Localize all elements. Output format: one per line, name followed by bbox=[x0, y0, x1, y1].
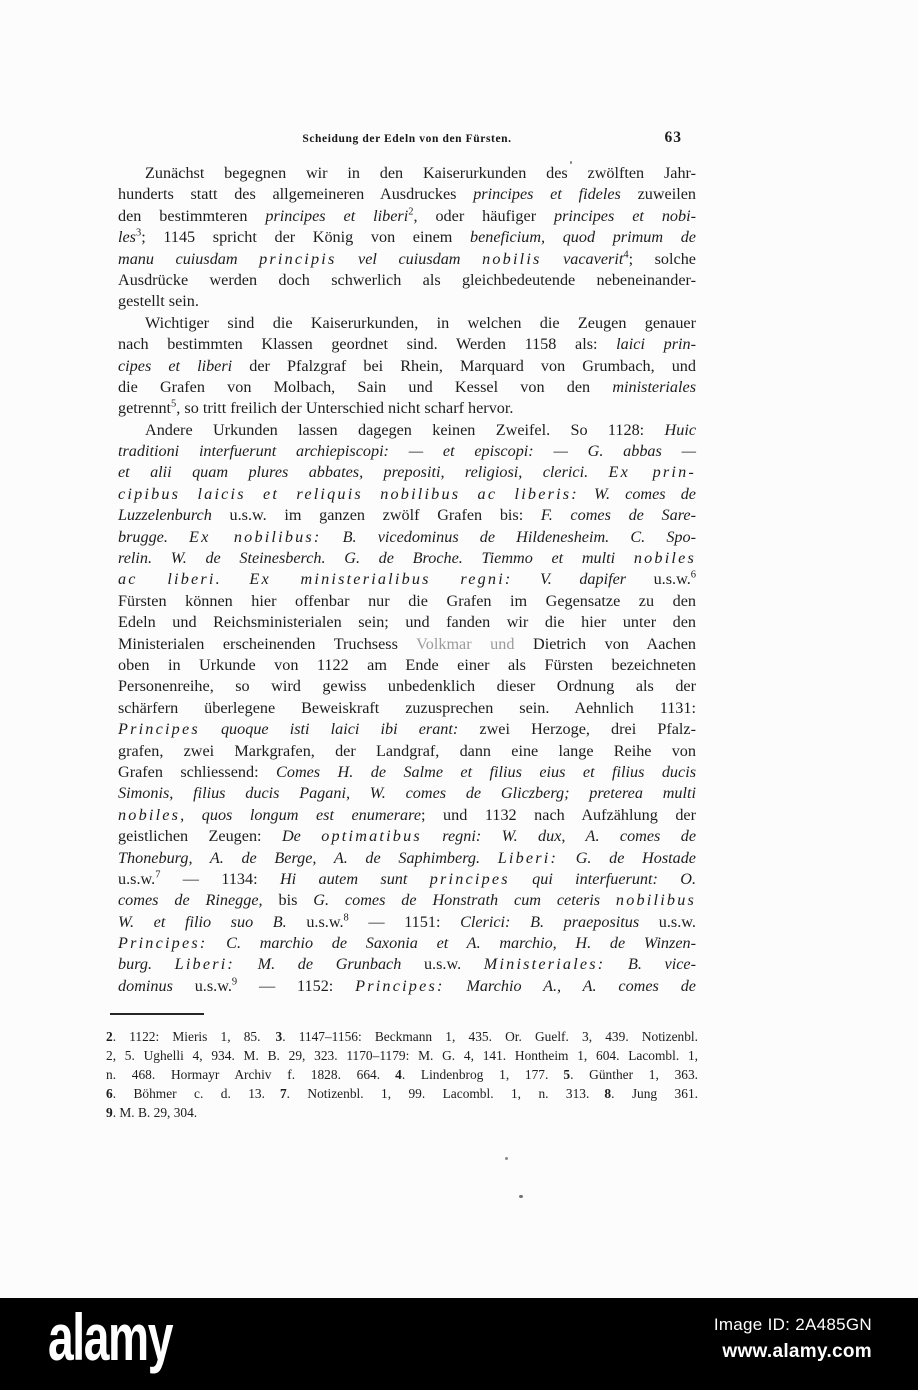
text-segment: B. vice- bbox=[605, 955, 697, 974]
text-segment: — 1151: bbox=[348, 912, 461, 931]
text-segment: Principes: bbox=[118, 934, 208, 953]
text-segment: qui interfuerunt: O. bbox=[509, 869, 696, 888]
text-segment: — 1134: bbox=[160, 869, 280, 888]
text-segment: Huic bbox=[664, 420, 696, 439]
text-line bbox=[118, 848, 696, 869]
text-segment: principes et nobi- bbox=[554, 206, 696, 225]
text-segment: Hi autem sunt bbox=[279, 869, 430, 888]
text-segment: den bestimmteren bbox=[118, 206, 266, 225]
footnote-divider bbox=[110, 1013, 204, 1015]
text-segment: vel cuiusdam bbox=[336, 249, 483, 268]
text-segment: burg. bbox=[118, 955, 175, 974]
text-segment: ac liberi. bbox=[118, 570, 222, 589]
text-segment: Fürsten können hier offenbar nur die Grafen im Gegensatze zu den bbox=[118, 591, 696, 610]
text-segment: Grafen schliessend: bbox=[118, 762, 277, 781]
text-segment: Zunächst begegnen wir in den Kaiserurkunden des zwölften Jahr- bbox=[145, 164, 696, 182]
text-segment: der Pfalzgraf bei Rhein, Marquard von Grumbach, und bbox=[232, 356, 696, 375]
text-segment: Wichtiger sind die Kaiserurkunden, in welchen die Zeugen genauer bbox=[145, 313, 696, 332]
text-line bbox=[118, 505, 696, 526]
text-segment: die Grafen von Molbach, Sain und Kessel von den bbox=[118, 377, 613, 396]
text-segment: V. dapifer bbox=[512, 570, 627, 589]
text-segment: , so tritt freilich der Unterschied nicht scharf hervor. bbox=[176, 399, 514, 418]
text-line bbox=[118, 762, 696, 783]
text-line bbox=[118, 698, 696, 719]
paragraph bbox=[118, 163, 696, 313]
text-segment: vacaverit bbox=[541, 249, 624, 268]
text-segment: 9 bbox=[106, 1105, 113, 1120]
text-line bbox=[118, 334, 696, 355]
text-segment: u.s.w. bbox=[286, 912, 344, 931]
text-segment: Dietrich von Aachen bbox=[514, 634, 696, 653]
text-line bbox=[118, 206, 696, 227]
text-segment: 2 bbox=[106, 1029, 113, 1044]
text-segment: regni: W. dux, A. comes de bbox=[421, 827, 697, 846]
text-segment: Simonis, filius ducis Pagani, W. comes de Gliczberg; preterea multi bbox=[118, 784, 696, 803]
text-segment: ; 1145 spricht der König von einem bbox=[141, 228, 470, 247]
text-segment: principis bbox=[259, 249, 337, 268]
text-line bbox=[118, 783, 696, 804]
watermark-bar bbox=[0, 1298, 918, 1390]
text-segment: Luzzelenburch bbox=[118, 506, 212, 525]
text-segment: Liberi: bbox=[174, 955, 236, 974]
text-segment: relin. W. de Steinesberch. G. de Broche. Tiemmo et multi bbox=[118, 549, 634, 568]
text-segment: 4 bbox=[395, 1067, 402, 1082]
text-segment: dominus bbox=[118, 976, 173, 995]
text-line bbox=[118, 719, 696, 740]
text-line bbox=[106, 1084, 698, 1103]
text-segment: . Notizenbl. 1, 99. Lacombl. 1, n. 313. bbox=[286, 1086, 590, 1101]
text-line bbox=[118, 933, 696, 954]
text-line bbox=[118, 356, 696, 377]
footnote-ref: 8 bbox=[343, 912, 349, 924]
watermark-info bbox=[714, 1315, 872, 1363]
text-line bbox=[118, 163, 696, 184]
scan-speck bbox=[505, 1157, 508, 1160]
text-segment: comes de Rinegge, bbox=[118, 891, 263, 910]
text-segment: Ex prin- bbox=[608, 463, 696, 482]
text-segment: bis bbox=[262, 891, 314, 910]
text-line bbox=[118, 462, 696, 483]
footnote-ref: 3 bbox=[135, 227, 142, 239]
text-segment: Clerici: B. praepositus bbox=[460, 912, 640, 931]
text-line bbox=[106, 1027, 698, 1046]
footnote-ref: 2 bbox=[408, 206, 414, 218]
text-segment: M. de Grunbach bbox=[235, 955, 402, 974]
text-segment: geistlichen Zeugen: bbox=[118, 827, 282, 846]
text-segment: schärfern überlegene Beweiskraft zuzusprechen sein. Aehnlich 1131: bbox=[118, 698, 696, 717]
text-segment: . Jung 361. bbox=[611, 1086, 698, 1101]
text-segment: les bbox=[118, 228, 136, 247]
text-segment: u.s.w. bbox=[401, 955, 484, 974]
text-segment: Marchio A., A. comes de bbox=[444, 976, 696, 995]
text-segment: optimatibus bbox=[321, 827, 422, 846]
text-line bbox=[118, 954, 696, 975]
text-segment: Personenreihe, so wird gewiss unbedenklich dieser Ordnung als der bbox=[118, 677, 696, 696]
text-line bbox=[118, 912, 696, 933]
text-segment: u.s.w. im ganzen zwölf Grafen bis: bbox=[211, 506, 541, 525]
footnote-ref: 7 bbox=[155, 869, 161, 881]
paragraph bbox=[118, 313, 696, 420]
text-line bbox=[118, 441, 696, 462]
text-line bbox=[118, 655, 696, 676]
text-segment: G. comes de Honstrath cum ceteris bbox=[313, 891, 616, 910]
text-segment: . 1147–1156: Beckmann 1, 435. Or. Guelf. 3, 439. Notizenbl. bbox=[282, 1029, 698, 1044]
text-line bbox=[118, 249, 696, 270]
text-segment: et alii quam plures abbates, prepositi, religiosi, clerici. bbox=[118, 463, 609, 482]
text-segment: principes bbox=[429, 869, 510, 888]
text-line bbox=[118, 976, 696, 997]
scan-speck bbox=[570, 161, 572, 164]
text-segment: zuweilen bbox=[620, 185, 697, 204]
text-segment: . M. B. 29, 304. bbox=[112, 1105, 198, 1120]
text-line bbox=[106, 1046, 698, 1065]
paragraph bbox=[106, 1027, 698, 1122]
text-segment: 8 bbox=[604, 1086, 612, 1101]
text-line bbox=[106, 1065, 698, 1084]
text-segment: nobilibus bbox=[615, 891, 696, 910]
text-line bbox=[118, 676, 696, 697]
body-text bbox=[118, 163, 696, 997]
image-id-label: Image ID: 2A485GN bbox=[713, 1315, 872, 1334]
alamy-url: www.alamy.com bbox=[722, 1341, 872, 1362]
text-segment: u.s.w. bbox=[639, 912, 696, 931]
text-segment: Ministeriales: bbox=[483, 955, 606, 974]
text-segment: cipibus laicis et reliquis nobilibus ac liberis: bbox=[118, 484, 579, 503]
text-segment: nobiles bbox=[118, 805, 181, 824]
text-segment: zwei Herzoge, drei Pfalz- bbox=[458, 720, 696, 739]
text-segment: Ausdrücke werden doch schwerlich als gleichbedeutende nebeneinander- bbox=[118, 270, 696, 289]
text-segment: Ex ministerialibus regni: bbox=[249, 570, 513, 589]
text-segment: nach bestimmten Klassen geordnet sind. Werden 1158 als: bbox=[118, 335, 617, 354]
text-line bbox=[118, 548, 696, 569]
text-segment: , oder häufiger bbox=[413, 206, 555, 225]
text-line bbox=[118, 227, 696, 248]
text-segment: u.s.w. bbox=[626, 570, 691, 589]
text-segment: Principes bbox=[118, 720, 200, 739]
text-segment: , quos longum est enumerare bbox=[180, 805, 422, 824]
footnote-ref: 6 bbox=[690, 570, 696, 582]
text-segment: 7 bbox=[279, 1086, 287, 1101]
text-line bbox=[118, 484, 696, 505]
text-segment: W. comes de bbox=[578, 484, 696, 503]
page-number: 63 bbox=[664, 129, 682, 146]
text-segment: G. de Hostade bbox=[558, 848, 696, 867]
alamy-logo: alamy bbox=[48, 1300, 172, 1374]
text-segment: nobiles bbox=[633, 549, 696, 568]
text-segment: Thoneburg, A. de Berge, A. de Saphimberg. bbox=[118, 848, 498, 867]
text-segment bbox=[222, 570, 249, 588]
text-segment: hunderts statt des allgemeineren Ausdruckes bbox=[118, 185, 474, 204]
text-line bbox=[118, 291, 696, 312]
text-segment: Liberi: bbox=[497, 848, 559, 867]
text-segment: principes et fideles bbox=[473, 185, 621, 204]
text-line bbox=[118, 569, 696, 590]
text-segment: ; und 1132 nach Aufzählung der bbox=[421, 805, 696, 824]
text-segment: 5 bbox=[563, 1067, 571, 1082]
footnote-ref: 4 bbox=[623, 249, 629, 261]
text-segment: cipes et liberi bbox=[118, 356, 233, 375]
text-segment: Principes: bbox=[355, 976, 445, 995]
text-segment: laici prin- bbox=[616, 335, 696, 354]
text-line bbox=[106, 1103, 698, 1122]
text-segment: C. marchio de Saxonia et A. marchio, H. de Winzen- bbox=[207, 934, 696, 953]
running-head-title: Scheidung der Edeln von den Fürsten. bbox=[302, 133, 512, 145]
text-line bbox=[118, 826, 696, 847]
text-segment: 2, 5. Ughelli 4, 934. M. B. 29, 323. 1170–1179: M. G. 4, 141. Hontheim 1, 604. Lacombl. 1, bbox=[106, 1048, 698, 1063]
text-segment: principes et liberi bbox=[265, 206, 409, 225]
text-segment: Volkmar und bbox=[416, 634, 515, 653]
text-segment: n. 468. Hormayr Archiv f. 1828. 664. bbox=[106, 1067, 381, 1082]
text-line bbox=[118, 805, 696, 826]
text-segment: 6 bbox=[106, 1086, 113, 1101]
text-segment: Andere Urkunden lassen dagegen keinen Zweifel. So 1128: bbox=[145, 420, 665, 439]
text-line bbox=[118, 591, 696, 612]
text-line bbox=[118, 869, 696, 890]
scan-speck bbox=[519, 1195, 523, 1198]
text-segment: gestellt sein. bbox=[118, 292, 199, 311]
text-segment: beneficium, quod primum de bbox=[470, 228, 696, 247]
text-segment: . 1122: Mieris 1, 85. bbox=[112, 1029, 261, 1044]
text-line bbox=[118, 527, 696, 548]
text-segment: ; solche bbox=[628, 249, 696, 268]
text-segment: oben in Urkunde von 1122 am Ende einer als Fürsten bezeichneten bbox=[118, 655, 696, 674]
text-line bbox=[118, 890, 696, 911]
text-segment: u.s.w. bbox=[172, 976, 232, 995]
text-segment: quoque isti laici ibi erant: bbox=[199, 720, 459, 739]
text-segment: B. vicedominus de Hildenesheim. C. Spo- bbox=[321, 527, 697, 546]
text-segment: manu cuiusdam bbox=[118, 249, 260, 268]
text-line bbox=[118, 741, 696, 762]
paragraph bbox=[118, 420, 696, 998]
text-line bbox=[118, 270, 696, 291]
text-segment: Ministerialen erscheinenden Truchsess bbox=[118, 634, 417, 653]
text-line bbox=[118, 612, 696, 633]
text-segment: Edeln und Reichsministerialen sein; und fanden wir die hier unter den bbox=[118, 613, 696, 632]
text-line bbox=[118, 634, 696, 655]
text-segment: . Günther 1, 363. bbox=[570, 1067, 699, 1082]
text-segment: — 1152: bbox=[237, 976, 356, 995]
footnotes bbox=[106, 1027, 698, 1122]
text-segment: grafen, zwei Markgrafen, der Landgraf, dann eine lange Reihe von bbox=[118, 741, 696, 760]
text-segment: nobilis bbox=[482, 249, 542, 268]
text-segment: 3 bbox=[275, 1029, 283, 1044]
text-segment: u.s.w. bbox=[118, 869, 156, 888]
text-segment: ministeriales bbox=[612, 377, 696, 396]
text-segment: W. et filio suo B. bbox=[118, 912, 287, 931]
text-segment: De bbox=[281, 827, 322, 846]
text-line bbox=[118, 420, 696, 441]
text-segment: . Lindenbrog 1, 177. bbox=[401, 1067, 549, 1082]
footnote-ref: 5 bbox=[171, 398, 177, 410]
running-head bbox=[118, 129, 696, 153]
text-line bbox=[118, 398, 696, 419]
text-line bbox=[118, 377, 696, 398]
text-segment: Ex nobilibus: bbox=[189, 527, 322, 546]
text-line bbox=[118, 313, 696, 334]
text-segment: Comes H. de Salme et filius eius et filius ducis bbox=[276, 762, 696, 781]
text-segment: getrennt bbox=[118, 399, 172, 418]
text-segment: brugge. bbox=[118, 527, 190, 546]
text-line bbox=[118, 184, 696, 205]
text-segment: traditioni interfuerunt archiepiscopi: — et episcopi: — G. abbas — bbox=[118, 442, 696, 461]
text-segment: . Böhmer c. d. 13. bbox=[112, 1086, 265, 1101]
text-segment: F. comes de Sare- bbox=[540, 506, 696, 525]
footnote-ref: 9 bbox=[231, 976, 238, 988]
